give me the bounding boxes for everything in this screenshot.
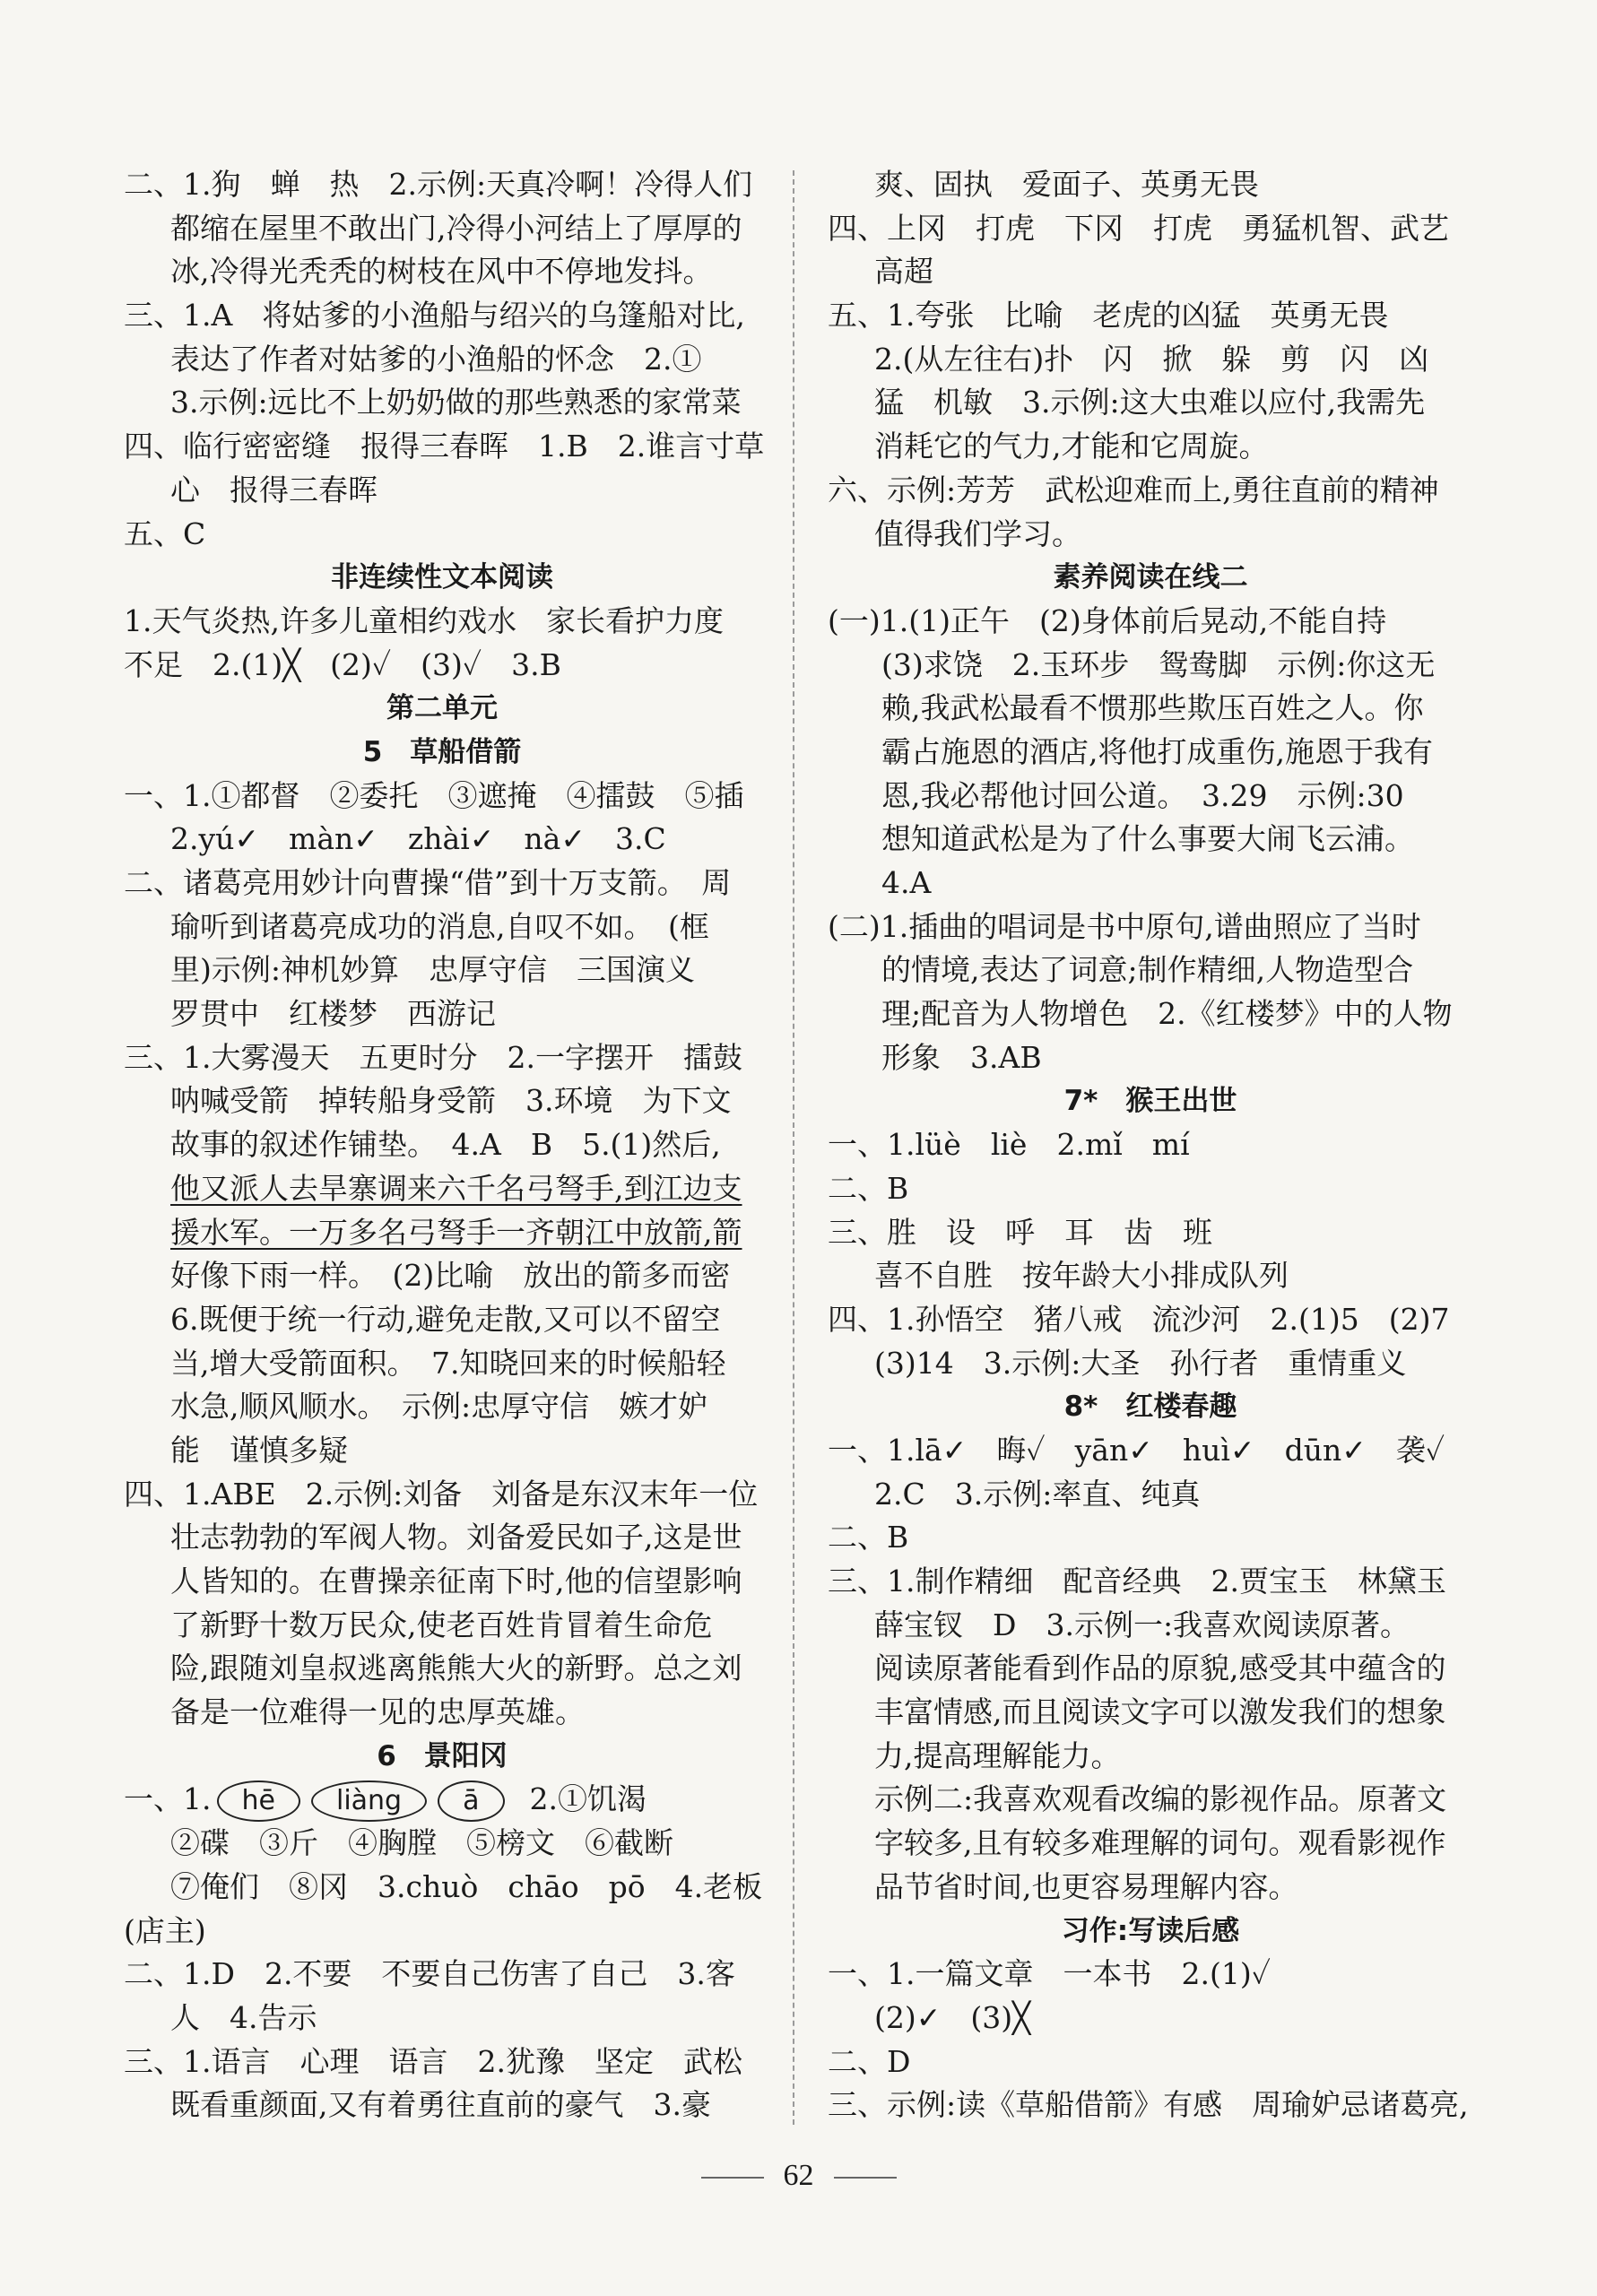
section-heading: 习作:写读后感 xyxy=(1061,1914,1240,1947)
answer-line: (3)求饶 2.玉环步 鸳鸯脚 示例:你这无 xyxy=(881,646,1436,682)
page-footer xyxy=(0,2159,1597,2193)
answer-line: 2.(从左往右)扑 闪 掀 躲 剪 闪 凶 xyxy=(874,341,1429,377)
answer-line: 能 谨慎多疑 xyxy=(170,1432,348,1468)
section-heading: 非连续性文本阅读 xyxy=(331,561,553,594)
answer-line: 消耗它的气力,才能和它周旋。 xyxy=(874,429,1269,464)
answer-line: 薛宝钗 D 3.示例一:我喜欢阅读原著。 xyxy=(874,1607,1410,1642)
answer-line: 阅读原著能看到作品的原貌,感受其中蕴含的 xyxy=(874,1651,1446,1686)
answer-line: 水急,顺风顺水。 示例:忠厚守信 嫉才妒 xyxy=(170,1389,708,1425)
answer-line: 一、1.一篇文章 一本书 2.(1)✓ xyxy=(828,1956,1272,1992)
section-heading: 素养阅读在线二 xyxy=(1053,561,1248,594)
circled-pinyin: liàng xyxy=(311,1780,427,1822)
section-heading: 8* 红楼春趣 xyxy=(1063,1391,1237,1424)
answer-line: ⑦俺们 ⑧冈 3.chuò chāo pō 4.老板 xyxy=(170,1868,763,1904)
answer-line: 想知道武松是为了什么事要大闹飞云浦。 xyxy=(881,821,1414,857)
answer-line: 二、B xyxy=(828,1170,909,1206)
answer-line: 都缩在屋里不敢出门,冷得小河结上了厚厚的 xyxy=(170,210,742,246)
answer-line: 援水军。一万多名弓弩手一齐朝江中放箭,箭 xyxy=(170,1214,742,1250)
answer-line: 四、临行密密缝 报得三春晖 1.B 2.谁言寸草 xyxy=(124,429,765,464)
answer-line: 品节省时间,也更容易理解内容。 xyxy=(874,1868,1298,1904)
answer-line: 1.天气炎热,许多儿童相约戏水 家长看护力度 xyxy=(124,602,724,638)
answer-line: 壮志勃勃的军阀人物。刘备爱民如子,这是世 xyxy=(170,1520,742,1555)
circled-pinyin: ā xyxy=(438,1780,504,1822)
answer-line: 五、1.夸张 比喻 老虎的凶猛 英勇无畏 xyxy=(828,298,1389,334)
pinyin-suffix: 2.①饥渴 xyxy=(529,1781,647,1817)
footer-dash-right xyxy=(834,2177,897,2179)
left-column xyxy=(124,163,765,2127)
pinyin-circle-row xyxy=(124,1778,760,1822)
answer-line: 呐喊受箭 掉转船身受箭 3.环境 为下文 xyxy=(170,1083,732,1119)
answer-line: 四、1.ABE 2.示例:刘备 刘备是东汉末年一位 xyxy=(124,1476,759,1512)
answer-line: 霸占施恩的酒店,将他打成重伤,施恩于我有 xyxy=(881,733,1433,769)
answer-line: (店主) xyxy=(124,1912,206,1948)
answer-line: 字较多,且有较多难理解的词句。观看影视作 xyxy=(874,1825,1446,1861)
answer-line: 三、胜 设 呼 耳 齿 班 xyxy=(828,1214,1212,1250)
answer-line: (2)✓ (3)╳ xyxy=(874,1999,1031,2035)
answer-line: 喜不自胜 按年龄大小排成队列 xyxy=(874,1258,1289,1294)
answer-line: 形象 3.AB xyxy=(881,1039,1042,1075)
answer-line: 4.A xyxy=(881,865,932,900)
answer-line: 2.C 3.示例:率直、纯真 xyxy=(874,1476,1201,1512)
footer-dash-left xyxy=(701,2177,764,2179)
answer-line: 高超 xyxy=(874,254,933,290)
answer-line: 里)示例:神机妙算 忠厚守信 三国演义 xyxy=(170,952,695,988)
answer-line: 二、诸葛亮用妙计向曹操“借”到十万支箭。 周 xyxy=(124,865,732,900)
section-heading: 7* 猴王出世 xyxy=(1063,1085,1237,1118)
answer-line: (一)1.(1)正午 (2)身体前后晃动,不能自持 xyxy=(828,602,1387,638)
answer-line: 理;配音为人物增色 2.《红楼梦》中的人物 xyxy=(881,996,1453,1032)
answer-line: 四、1.孙悟空 猪八戒 流沙河 2.(1)5 (2)7 xyxy=(828,1301,1450,1337)
answer-line: 二、1.狗 蝉 热 2.示例:天真冷啊！冷得人们 xyxy=(124,167,753,202)
answer-line: 三、1.A 将姑爹的小渔船与绍兴的乌篷船对比, xyxy=(124,298,745,334)
answer-line: 一、1.lüè liè 2.mǐ mí xyxy=(828,1127,1190,1163)
answer-line: 故事的叙述作铺垫。 4.A B 5.(1)然后, xyxy=(170,1127,721,1163)
answer-line: 三、示例:读《草船借箭》有感 周瑜妒忌诸葛亮, xyxy=(828,2087,1469,2123)
answer-line: 6.既便于统一行动,避免走散,又可以不留空 xyxy=(170,1301,721,1337)
answer-line: 一、1.lā✓ 晦✓ yān✓ huì✓ dūn✓ 袭✓ xyxy=(828,1432,1445,1468)
answer-line: 恩,我必帮他讨回公道。 3.29 示例:30 xyxy=(881,777,1404,813)
answer-line: 三、1.制作精细 配音经典 2.贾宝玉 林黛玉 xyxy=(828,1564,1446,1599)
answer-line: 二、D xyxy=(828,2043,911,2079)
answer-line: 力,提高理解能力。 xyxy=(874,1737,1121,1773)
answer-line: ②碟 ③斤 ④胸膛 ⑤榜文 ⑥截断 xyxy=(170,1825,673,1861)
column-divider xyxy=(793,170,794,2125)
answer-line: 心 报得三春晖 xyxy=(170,472,378,507)
answer-line: 猛 机敏 3.示例:这大虫难以应付,我需先 xyxy=(874,385,1426,420)
answer-line: 三、1.语言 心理 语言 2.犹豫 坚定 武松 xyxy=(124,2043,742,2079)
answer-line: 值得我们学习。 xyxy=(874,516,1081,551)
section-heading: 5 草船借箭 xyxy=(362,735,522,768)
answer-line: (3)14 3.示例:大圣 孙行者 重情重义 xyxy=(874,1345,1407,1381)
answer-line: 四、上冈 打虎 下冈 打虎 勇猛机智、武艺 xyxy=(828,210,1449,246)
answer-line: 二、B xyxy=(828,1520,909,1555)
answer-line: 他又派人去旱寨调来六千名弓弩手,到江边支 xyxy=(170,1170,742,1206)
answer-line: 赖,我武松最看不惯那些欺压百姓之人。你 xyxy=(881,690,1424,726)
answer-line: 的情境,表达了词意;制作精细,人物造型合 xyxy=(881,952,1414,988)
section-heading: 第二单元 xyxy=(386,692,498,725)
answer-line: 六、示例:芳芳 武松迎难而上,勇往直前的精神 xyxy=(828,472,1439,507)
pinyin-prefix: 一、1. xyxy=(124,1781,212,1817)
answer-line: 表达了作者对姑爹的小渔船的怀念 2.① xyxy=(170,341,702,377)
answer-line: 三、1.大雾漫天 五更时分 2.一字摆开 擂鼓 xyxy=(124,1039,742,1075)
answer-line: 人 4.告示 xyxy=(170,1999,317,2035)
answer-line: 一、1.①都督 ②委托 ③遮掩 ④擂鼓 ⑤插 xyxy=(124,777,744,813)
answer-line: 爽、固执 爱面子、英勇无畏 xyxy=(874,167,1259,202)
answer-line: 了新野十数万民众,使老百姓肯冒着生命危 xyxy=(170,1607,713,1642)
answer-line: 险,跟随刘皇叔逃离熊熊大火的新野。总之刘 xyxy=(170,1651,742,1686)
answer-line: 二、1.D 2.不要 不要自己伤害了自己 3.客 xyxy=(124,1956,735,1992)
section-heading: 6 景阳冈 xyxy=(377,1739,508,1772)
answer-line: 当,增大受箭面积。 7.知晓回来的时候船轻 xyxy=(170,1345,726,1381)
answer-line: (二)1.插曲的唱词是书中原句,谱曲照应了当时 xyxy=(828,908,1421,944)
answer-line: 好像下雨一样。 (2)比喻 放出的箭多而密 xyxy=(170,1258,731,1294)
answer-line: 2.yú✓ màn✓ zhài✓ nà✓ 3.C xyxy=(170,821,666,857)
right-column xyxy=(828,163,1473,2127)
answer-line: 人皆知的。在曹操亲征南下时,他的信望影响 xyxy=(170,1564,742,1599)
circled-pinyin: hē xyxy=(217,1780,300,1822)
answer-line: 瑜听到诸葛亮成功的消息,自叹不如。 (框 xyxy=(170,908,709,944)
answer-line: 示例二:我喜欢观看改编的影视作品。原著文 xyxy=(874,1781,1447,1817)
answer-line: 备是一位难得一见的忠厚英雄。 xyxy=(170,1694,585,1730)
answer-line: 罗贯中 红楼梦 西游记 xyxy=(170,996,496,1032)
answer-line: 五、C xyxy=(124,516,206,551)
answer-line: 丰富情感,而且阅读文字可以激发我们的想象 xyxy=(874,1694,1446,1730)
page-number: 62 xyxy=(783,2159,814,2192)
answer-line: 冰,冷得光秃秃的树枝在风中不停地发抖。 xyxy=(170,254,713,290)
answer-line: 既看重颜面,又有着勇往直前的豪气 3.豪 xyxy=(170,2087,711,2123)
answer-line: 不足 2.(1)╳ (2)✓ (3)✓ 3.B xyxy=(124,646,561,682)
answer-line: 3.示例:远比不上奶奶做的那些熟悉的家常菜 xyxy=(170,385,742,420)
